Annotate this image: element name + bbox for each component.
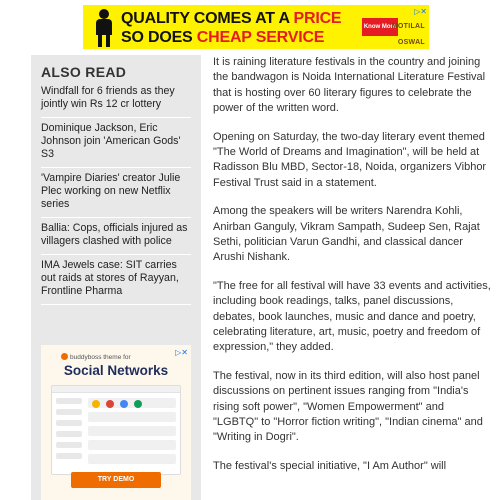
sidebar-ad[interactable] (41, 345, 191, 500)
ad-headline-line1: QUALITY COMES AT A PRICE (121, 10, 342, 27)
try-demo-button[interactable]: TRY DEMO (71, 472, 161, 488)
article-paragraph: It is raining literature festivals in the country and joining the bandwagon is Noida International Literature Festival that is hosting over 60 literary figures to celebrate the power of the written word. (213, 56, 486, 114)
buddyboss-logo-icon (61, 353, 68, 360)
also-read-heading: ALSO READ (41, 64, 127, 80)
article-body (213, 55, 491, 488)
article-paragraph: "The free for all festival will have 33 events and activities, including book readings, talks, panel discussions, debates, book launches, music and dance and poetry, celebrating literature, art, music, poetry and freedom of expression," they added. (213, 280, 491, 354)
also-read-link[interactable]: Dominique Jackson, Eric Johnson join 'American Gods' S3 (41, 118, 191, 168)
also-read-sidebar (31, 55, 201, 500)
article-paragraph: The festival's special initiative, "I Am Author" will (213, 460, 447, 473)
also-read-list (41, 85, 191, 305)
also-read-link[interactable]: Ballia: Cops, officials injured as villagers clashed with police (41, 218, 191, 255)
ad-screenshot-image (51, 385, 181, 475)
ad-headline-line2: SO DOES CHEAP SERVICE (121, 29, 325, 46)
ad-know-more-button[interactable]: Know More (362, 18, 398, 36)
adchoices-icon[interactable]: ▷✕ (175, 348, 188, 357)
also-read-link[interactable]: Windfall for 6 friends as they jointly win Rs 12 cr lottery (41, 85, 191, 118)
article-paragraph: The festival, now in its third edition, will also host panel discussions on pertinent issues ranging from "India's rising soft power", "Women Empowerment" and "LGBTQ" to "Horror fiction writing", "Indian cinema" and "Writing in Dogri". (213, 370, 483, 444)
article-paragraph: Opening on Saturday, the two-day literary event themed "The World of Dreams and Imagination", will be held at Radisson Blu MBD, Sector-18, Noida, organizers Vibhor Festival Trust said in a statement. (213, 130, 487, 189)
top-banner-ad[interactable] (83, 5, 429, 49)
ad-brand-logo: MOTILAL OSWAL (391, 23, 425, 46)
adchoices-icon[interactable]: ▷✕ (414, 7, 427, 16)
ad-title: Social Networks (63, 363, 169, 378)
also-read-link[interactable]: IMA Jewels case: SIT carries out raids at stores of Rayyan, Frontline Pharma (41, 255, 191, 305)
ad-logo: buddyboss theme for (61, 353, 131, 361)
also-read-link[interactable]: 'Vampire Diaries' creator Julie Plec working on new Netflix series (41, 168, 191, 218)
person-figure-icon (93, 9, 115, 47)
article-paragraph: Among the speakers will be writers Narendra Kohli, Anirban Ganguly, Vikram Sampath, Sudeep Sen, Rajat Sethi, politician Varun Gandhi, and classical dancer Arushi Nishank. (213, 205, 480, 264)
